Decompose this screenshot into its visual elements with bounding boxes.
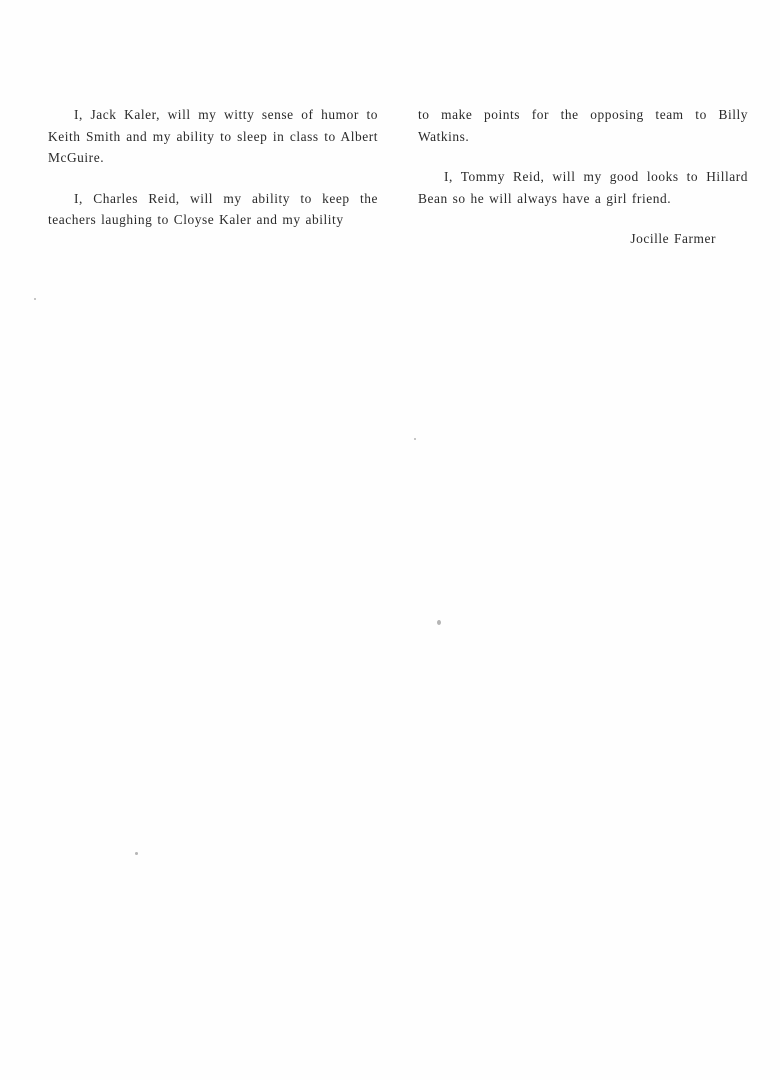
scan-speck (437, 620, 441, 625)
scan-speck (135, 852, 138, 855)
scan-speck (34, 298, 36, 300)
will-paragraph-continuation: to make points for the opposing team to Billy Watkins. (418, 107, 748, 144)
left-column (48, 104, 378, 250)
will-paragraph-jack-kaler: I, Jack Kaler, will my witty sense of humor to Keith Smith and my ability to sleep in class to Albert McGuire. (48, 107, 378, 165)
scan-speck (414, 438, 416, 440)
author-signature: Jocille Farmer (630, 231, 716, 246)
will-paragraph-tommy-reid: I, Tommy Reid, will my good looks to Hillard Bean so he will always have a girl friend. (418, 169, 748, 206)
will-paragraph-charles-reid: I, Charles Reid, will my ability to keep the teachers laughing to Cloyse Kaler and my ability (48, 190, 378, 227)
right-column (418, 104, 748, 250)
